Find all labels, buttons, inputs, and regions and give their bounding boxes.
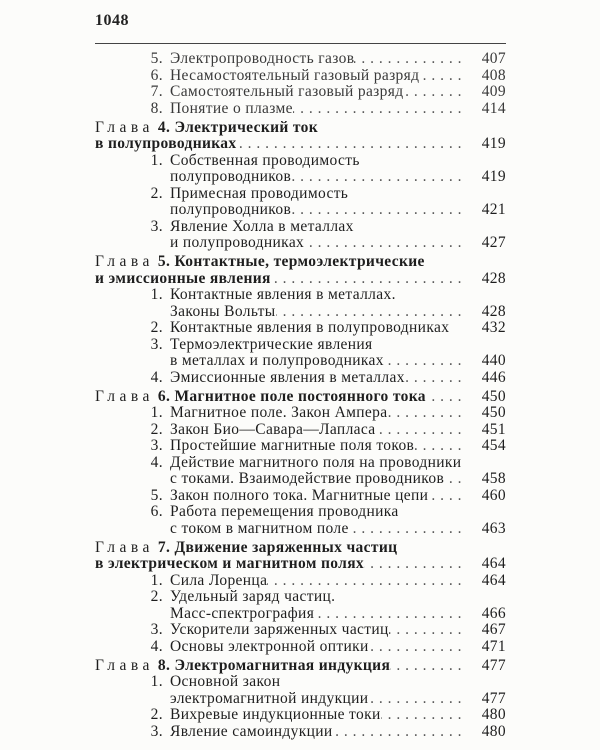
entry-number: 2. xyxy=(150,706,163,723)
dot-leader xyxy=(381,707,468,724)
dot-leader xyxy=(280,674,506,691)
chapter-section xyxy=(95,254,506,386)
entry-number: 3. xyxy=(150,722,163,740)
toc-entry xyxy=(95,405,506,422)
entry-number: 1. xyxy=(150,151,163,169)
entry-page: 440 xyxy=(481,352,506,369)
entry-title: с токами. Взаимодействие проводников xyxy=(170,470,445,487)
entry-title: Понятие о плазме xyxy=(170,99,293,117)
dot-leader xyxy=(349,521,468,538)
toc-entry-line xyxy=(95,573,506,590)
entry-page: 414 xyxy=(481,99,506,117)
toc-entry-line xyxy=(95,488,506,505)
page-number: 1048 xyxy=(95,12,129,29)
dot-leader xyxy=(314,606,468,623)
toc-entry-line xyxy=(95,438,506,455)
entry-number: 1. xyxy=(150,404,163,421)
entry-title: полупроводников xyxy=(170,168,292,185)
table-of-contents xyxy=(95,51,506,740)
toc-entry xyxy=(95,488,506,505)
dot-leader xyxy=(399,504,506,521)
entry-page: 408 xyxy=(481,66,506,84)
dot-leader xyxy=(376,422,468,439)
toc-entry-line xyxy=(95,707,506,724)
chapter-page: 450 xyxy=(481,387,506,405)
entry-number: 5. xyxy=(150,50,163,67)
entry-page: 464 xyxy=(481,571,506,589)
entry-page: 428 xyxy=(481,302,506,320)
indent xyxy=(95,353,170,370)
entry-title: Законы Вольты xyxy=(170,302,276,320)
entry-number: 2. xyxy=(150,184,163,202)
dot-leader xyxy=(373,337,506,354)
dot-leader xyxy=(267,573,468,590)
entry-number: 2. xyxy=(150,420,163,438)
toc-entry-line xyxy=(95,337,506,354)
toc-entry xyxy=(95,186,506,219)
chapter-section xyxy=(95,540,506,656)
toc-entry-line xyxy=(95,521,506,538)
entry-number: 3. xyxy=(150,437,163,454)
toc-entry-line xyxy=(95,622,506,639)
entry-page: 427 xyxy=(481,234,506,251)
chapter-title: 5. Контактные, термоэлектрические xyxy=(157,253,425,270)
entry-title: Контактные явления в полупроводниках xyxy=(170,319,450,336)
entry-number: 6. xyxy=(150,503,163,520)
entry-title: Явление самоиндукции xyxy=(170,722,333,740)
chapter-heading-line xyxy=(95,136,506,153)
indent xyxy=(95,304,170,321)
dot-leader xyxy=(426,389,468,406)
indent xyxy=(95,169,170,186)
entry-page: 466 xyxy=(481,604,506,622)
dot-leader xyxy=(419,68,468,85)
entry-number: 3. xyxy=(150,335,163,353)
chapter-heading-line xyxy=(95,254,506,271)
entry-title: Эмиссионные явления в металлах xyxy=(170,368,405,386)
chapter-label: Глава xyxy=(95,253,154,270)
indent xyxy=(95,471,170,488)
header-rule xyxy=(95,43,506,44)
chapter-heading-line xyxy=(95,540,506,557)
toc-entry-line xyxy=(95,504,506,521)
toc-entry xyxy=(95,707,506,724)
entry-page: 467 xyxy=(481,621,506,638)
toc-entry xyxy=(95,422,506,439)
toc-entry xyxy=(95,639,506,656)
dot-leader xyxy=(271,271,468,288)
entry-page: 458 xyxy=(481,470,506,487)
dot-leader xyxy=(333,724,468,741)
dot-leader xyxy=(318,120,506,137)
entry-page: 463 xyxy=(481,519,506,537)
toc-entry xyxy=(95,455,506,488)
entry-title: Магнитное поле. Закон Ампера xyxy=(170,404,388,421)
dot-leader xyxy=(397,540,506,557)
indent xyxy=(95,691,170,708)
entry-page: 419 xyxy=(481,168,506,185)
entry-title: электромагнитной индукции xyxy=(170,689,369,707)
toc-entry-line xyxy=(95,219,506,236)
toc-entry-line xyxy=(95,589,506,606)
entry-page: 454 xyxy=(481,437,506,454)
entry-title: Несамостоятельный газовый разряд xyxy=(170,66,420,84)
chapter-page: 428 xyxy=(481,269,506,287)
chapter-label: Глава xyxy=(95,538,154,556)
toc-entry-line xyxy=(95,724,506,741)
toc-entry-line xyxy=(95,169,506,186)
dot-leader xyxy=(354,51,468,68)
dot-leader xyxy=(390,658,468,675)
toc-entry xyxy=(95,504,506,537)
dot-leader xyxy=(364,556,468,573)
toc-entry xyxy=(95,438,506,455)
toc-entry-line xyxy=(95,51,506,68)
dot-leader xyxy=(414,438,468,455)
toc-entry-line xyxy=(95,370,506,387)
entry-title: полупроводников xyxy=(170,201,292,218)
toc-entry-line xyxy=(95,455,506,472)
toc-entry-line xyxy=(95,320,506,337)
entry-title: Масс-спектрография xyxy=(170,604,315,622)
entry-page: 450 xyxy=(481,404,506,421)
entry-page: 480 xyxy=(481,706,506,723)
entry-number: 4. xyxy=(150,453,163,471)
dot-leader xyxy=(368,691,468,708)
dot-leader xyxy=(354,219,506,236)
entry-title: Закон Био—Савара—Лапласа xyxy=(170,420,376,438)
toc-entry xyxy=(95,153,506,186)
chapter-heading-line xyxy=(95,271,506,288)
indent xyxy=(95,235,170,252)
dot-leader xyxy=(276,304,468,321)
entry-number: 8. xyxy=(150,99,163,117)
toc-entry-line xyxy=(95,84,506,101)
entry-page: 480 xyxy=(481,722,506,740)
indent xyxy=(95,202,170,219)
entry-number: 5. xyxy=(150,486,163,504)
chapter-label: Глава xyxy=(95,656,154,674)
chapter-page: 477 xyxy=(481,656,506,674)
dot-leader xyxy=(403,84,468,101)
entry-page: 407 xyxy=(481,50,506,67)
toc-entry-line xyxy=(95,674,506,691)
chapter-label: Глава xyxy=(95,387,154,405)
entry-number: 4. xyxy=(150,368,163,386)
dot-leader xyxy=(449,320,468,337)
toc-entry-line xyxy=(95,101,506,118)
entry-page: 432 xyxy=(481,319,506,336)
chapter-heading-line xyxy=(95,120,506,137)
chapter-page: 419 xyxy=(481,135,506,152)
dot-leader xyxy=(428,488,468,505)
dot-leader xyxy=(396,287,506,304)
indent xyxy=(95,606,170,623)
entry-title: Явление Холла в металлах xyxy=(170,217,354,235)
toc-entry xyxy=(95,337,506,370)
entry-number: 1. xyxy=(150,286,163,303)
dot-leader xyxy=(405,370,468,387)
entry-title: Сила Лоренца xyxy=(170,571,268,589)
entry-title: Контактные явления в металлах. xyxy=(170,286,396,303)
entry-title: Самостоятельный газовый разряд xyxy=(170,83,404,100)
entry-page: 409 xyxy=(481,83,506,100)
toc-entry xyxy=(95,724,506,741)
entry-number: 3. xyxy=(150,621,163,638)
toc-entry xyxy=(95,573,506,590)
entry-number: 1. xyxy=(150,571,163,589)
toc-entry xyxy=(95,622,506,639)
toc-entry xyxy=(95,674,506,707)
toc-entry xyxy=(95,287,506,320)
entry-title: Электропроводность газов xyxy=(170,50,355,67)
toc-entry-line xyxy=(95,471,506,488)
chapter-heading-line xyxy=(95,658,506,675)
dot-leader xyxy=(461,455,506,472)
entry-title: Действие магнитного поля на проводники xyxy=(170,453,462,471)
toc-entry-line xyxy=(95,405,506,422)
entry-number: 3. xyxy=(150,217,163,235)
toc-entry xyxy=(95,589,506,622)
toc-entry-line xyxy=(95,691,506,708)
toc-entry-line xyxy=(95,639,506,656)
toc-entry xyxy=(95,84,506,101)
dot-leader xyxy=(389,622,468,639)
entry-title: Термоэлектрические явления xyxy=(170,335,373,353)
toc-entry-line xyxy=(95,422,506,439)
entry-page: 451 xyxy=(481,420,506,438)
chapter-title: 8. Электромагнитная индукция xyxy=(157,656,391,674)
dot-leader xyxy=(293,101,468,118)
chapter-title: 6. Магнитное поле постоянного тока xyxy=(157,387,426,405)
entry-title: Простейшие магнитные поля токов xyxy=(170,437,415,454)
toc-entry-line xyxy=(95,202,506,219)
dot-leader xyxy=(444,471,468,488)
toc-entry-line xyxy=(95,68,506,85)
entry-page: 421 xyxy=(481,201,506,218)
chapter-section xyxy=(95,120,506,252)
dot-leader xyxy=(304,235,468,252)
toc-entry xyxy=(95,219,506,252)
dot-leader xyxy=(360,153,506,170)
toc-entry xyxy=(95,51,506,68)
entry-title: Закон полного тока. Магнитные цепи xyxy=(170,486,429,504)
dot-leader xyxy=(425,254,506,271)
entry-page: 471 xyxy=(481,637,506,655)
entry-title: и полупроводниках xyxy=(170,234,305,251)
dot-leader xyxy=(388,405,469,422)
entry-title: Удельный заряд частиц. xyxy=(170,588,336,605)
entry-number: 2. xyxy=(150,319,163,336)
chapter-title: в электрическом и магнитном полях xyxy=(95,555,365,572)
entry-title: с током в магнитном поле xyxy=(170,519,349,537)
toc-entry-line xyxy=(95,235,506,252)
chapter-title: 4. Электрический ток xyxy=(157,118,319,136)
entry-number: 2. xyxy=(150,588,163,605)
chapter-title: 7. Движение заряженных частиц xyxy=(157,538,398,556)
toc-entry-line xyxy=(95,287,506,304)
dot-leader xyxy=(335,589,506,606)
chapter-heading-line xyxy=(95,389,506,406)
entry-title: Ускорители заряженных частиц xyxy=(170,621,389,638)
toc-entry-line xyxy=(95,304,506,321)
entry-title: Собственная проводимость xyxy=(170,151,360,169)
entry-title: Вихревые индукционные токи xyxy=(170,706,381,723)
toc-entry xyxy=(95,320,506,337)
dot-leader xyxy=(291,202,468,219)
entry-page: 460 xyxy=(481,486,506,504)
chapter-label: Глава xyxy=(95,118,154,136)
toc-entry-line xyxy=(95,153,506,170)
entry-number: 6. xyxy=(150,66,163,84)
entry-page: 446 xyxy=(481,368,506,386)
dot-leader xyxy=(348,186,506,203)
chapter-title: в полупроводниках xyxy=(95,135,237,152)
entry-number: 4. xyxy=(150,637,163,655)
indent xyxy=(95,521,170,538)
entry-number: 1. xyxy=(150,673,163,690)
chapter-section xyxy=(95,658,506,741)
chapter-title: и эмиссионные явления xyxy=(95,269,271,287)
dot-leader xyxy=(369,639,468,656)
toc-entry-line xyxy=(95,606,506,623)
entry-number: 7. xyxy=(150,83,163,100)
dot-leader xyxy=(291,169,468,186)
toc-entry xyxy=(95,101,506,118)
entry-title: Основы электронной оптики xyxy=(170,637,369,655)
dot-leader xyxy=(384,353,468,370)
toc-entry xyxy=(95,370,506,387)
entry-title: Работа перемещения проводника xyxy=(170,503,399,520)
toc-entry-line xyxy=(95,353,506,370)
entry-title: Основной закон xyxy=(170,673,281,690)
entry-title: в металлах и полупроводниках xyxy=(170,352,384,369)
toc-entry-line xyxy=(95,186,506,203)
dot-leader xyxy=(237,136,469,153)
chapter-heading-line xyxy=(95,556,506,573)
entry-title: Примесная проводимость xyxy=(170,184,349,202)
toc-entry xyxy=(95,68,506,85)
chapter-section xyxy=(95,389,506,538)
chapter-page: 464 xyxy=(481,555,506,572)
entry-page: 477 xyxy=(481,689,506,707)
